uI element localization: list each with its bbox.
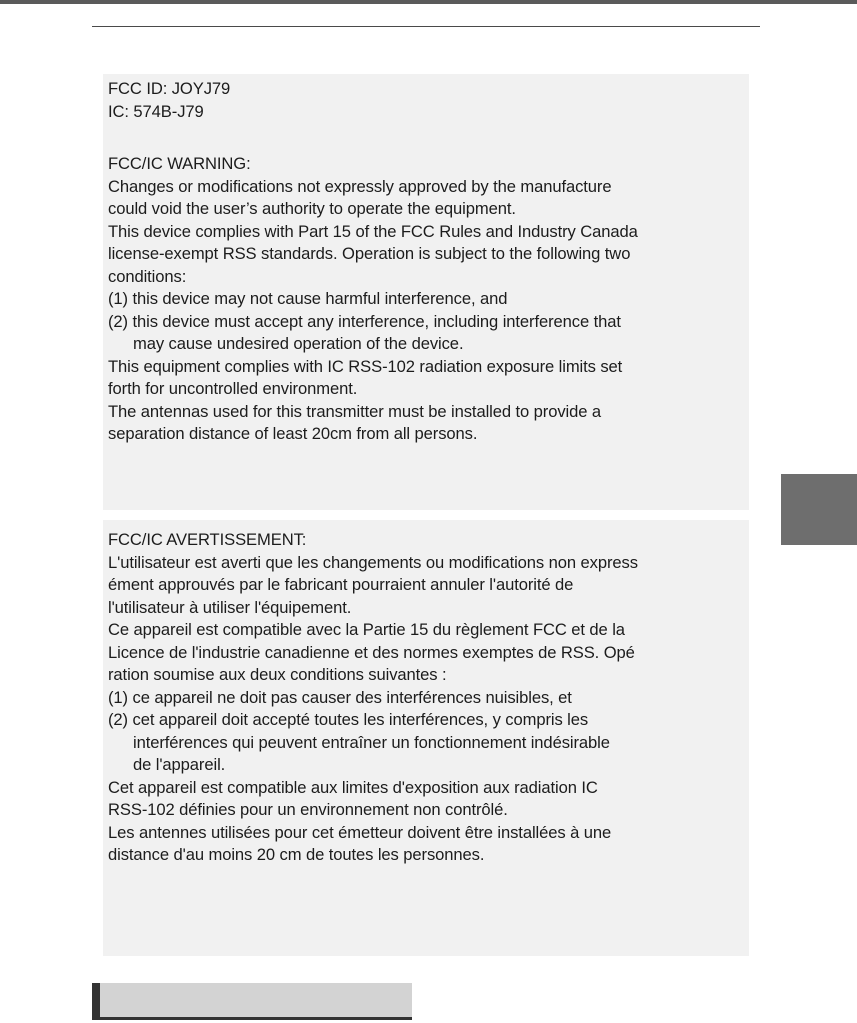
chapter-side-tab: [781, 474, 857, 545]
warning-fr-line: l'utilisateur à utiliser l'équipement.: [108, 597, 352, 617]
warning-en-line: The antennas used for this transmitter must be installed to provide a: [108, 401, 602, 421]
warning-en-line: Changes or modifications not expressly approved by the manufacture: [108, 176, 612, 196]
warning-fr-line: Ce appareil est compatible avec la Partie 15 du règlement FCC et de la: [108, 620, 625, 639]
warning-en-line: could void the user’s authority to operate the equipment.: [108, 199, 516, 218]
warning-en-line: separation distance of least 20cm from all persons.: [108, 424, 478, 443]
warning-en-line: may cause undesired operation of the device.: [133, 334, 464, 353]
warning-fr-line: Cet appareil est compatible aux limites d'exposition aux radiation IC: [108, 777, 598, 797]
warning-en-line: license-exempt RSS standards. Operation is subject to the following two: [108, 244, 631, 263]
warning-fr-line: ration soumise aux deux conditions suivantes :: [108, 665, 447, 684]
warning-fr: [108, 529, 638, 867]
ic-id: IC: 574B-J79: [108, 101, 204, 121]
warning-fr-line: Licence de l'industrie canadienne et des normes exemptes de RSS. Opé: [108, 642, 635, 662]
footer-accent-bar: [92, 983, 100, 1017]
warning-en-line: This device complies with Part 15 of the FCC Rules and Industry Canada: [108, 221, 638, 241]
warning-fr-heading: FCC/IC AVERTISSEMENT:: [108, 530, 307, 549]
warning-fr-line: (2) cet appareil doit accepté toutes les interférences, y compris les: [108, 710, 589, 729]
warning-fr-line: RSS-102 définies pour un environnement non contrôlé.: [108, 800, 508, 819]
warning-fr-line: ément approuvés par le fabricant pourraient annuler l'autorité de: [108, 575, 574, 594]
warning-en-heading: FCC/IC WARNING:: [108, 154, 251, 173]
page-top-border: [0, 0, 857, 4]
device-ids: [108, 78, 230, 123]
warning-fr-line: interférences qui peuvent entraîner un fonctionnement indésirable: [133, 732, 610, 752]
warning-fr-line: de l'appareil.: [133, 755, 226, 774]
fcc-id: FCC ID: JOYJ79: [108, 79, 231, 98]
warning-en-line: This equipment complies with IC RSS-102 radiation exposure limits set: [108, 356, 623, 376]
footer-section-bar: [92, 983, 412, 1020]
warning-fr-line: (1) ce appareil ne doit pas causer des interférences nuisibles, et: [108, 687, 572, 707]
warning-en-line: (1) this device may not cause harmful interference, and: [108, 289, 508, 308]
warning-en-line: forth for uncontrolled environment.: [108, 379, 358, 398]
warning-en-line: conditions:: [108, 266, 187, 286]
warning-en: [108, 153, 638, 446]
warning-fr-line: L'utilisateur est averti que les changements ou modifications non express: [108, 552, 638, 572]
warning-fr-line: Les antennes utilisées pour cet émetteur doivent être installées à une: [108, 822, 612, 842]
header-rule: [92, 26, 760, 27]
warning-en-line: (2) this device must accept any interference, including interference that: [108, 311, 621, 331]
warning-fr-line: distance d'au moins 20 cm de toutes les personnes.: [108, 845, 485, 864]
